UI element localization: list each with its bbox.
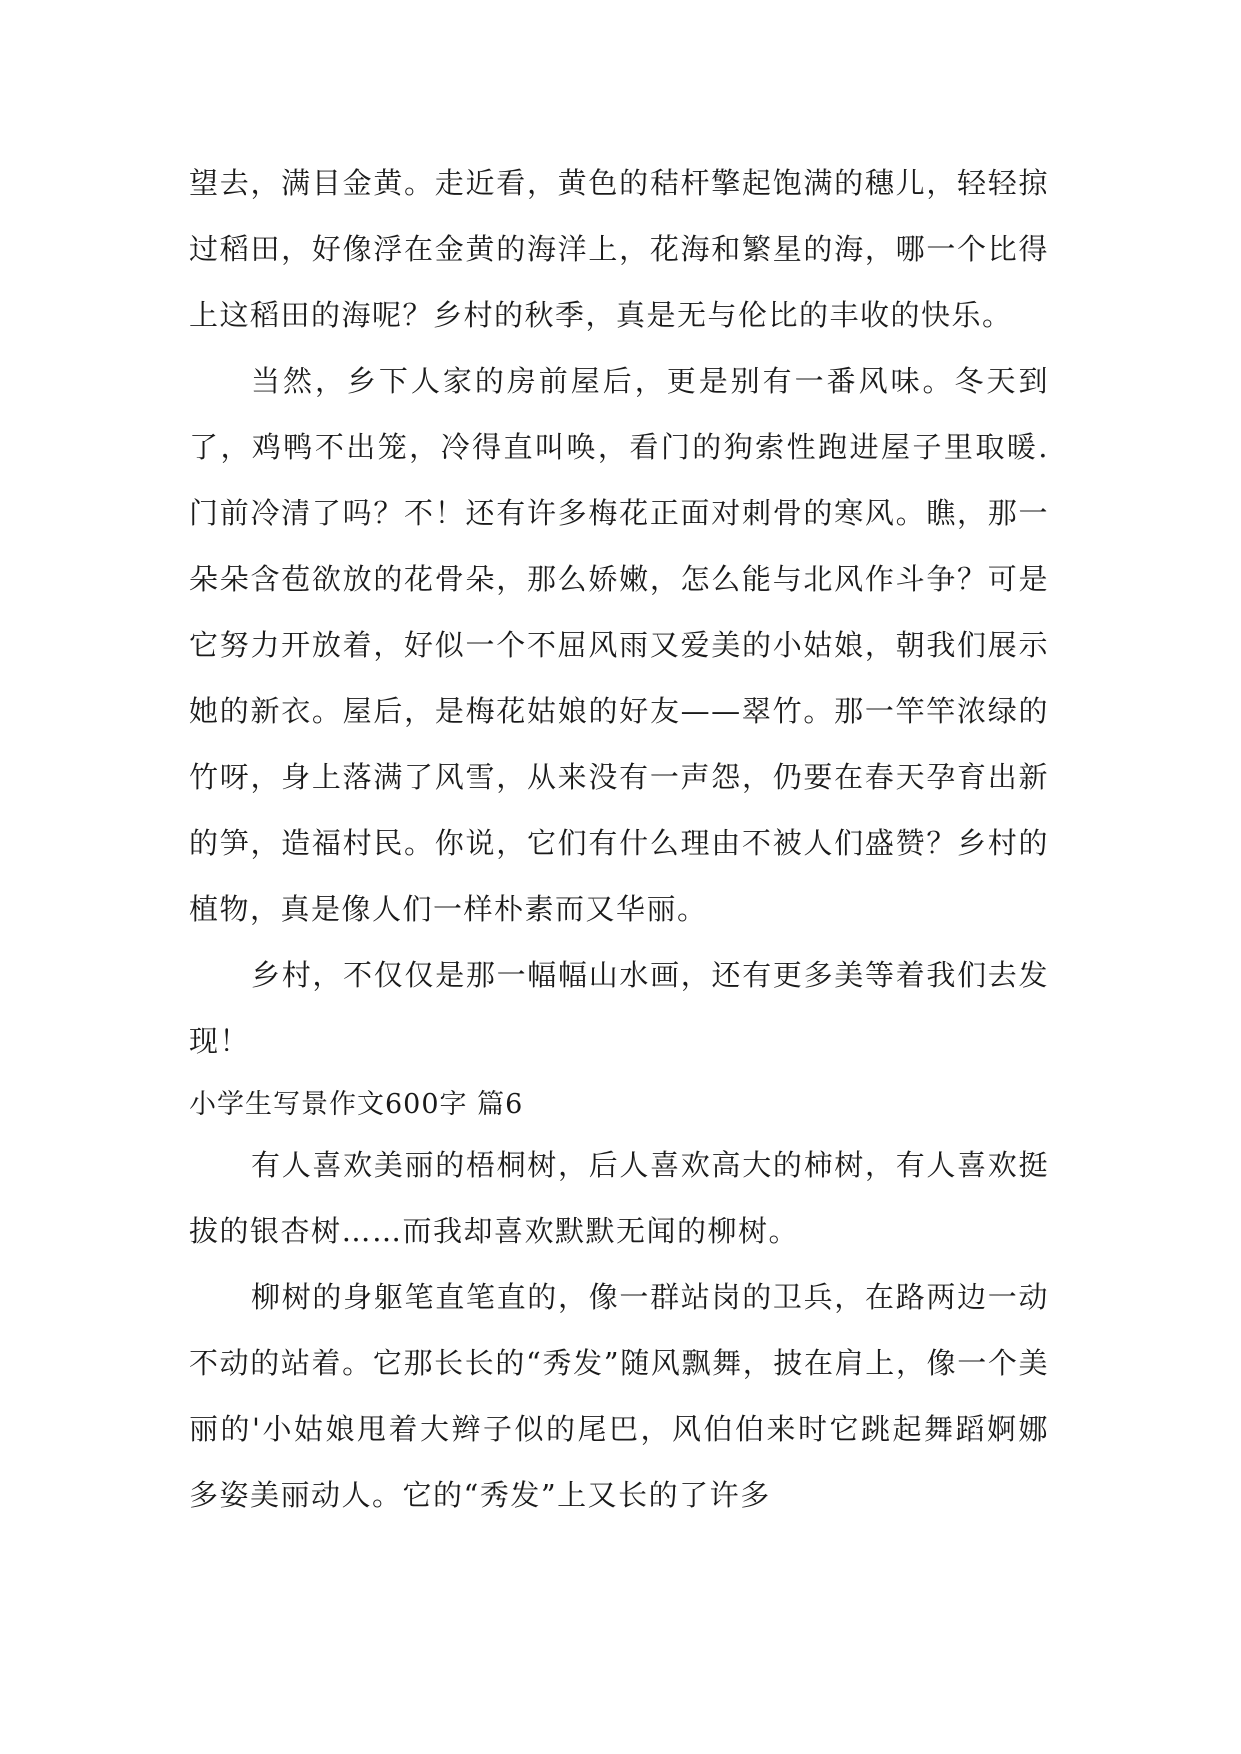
paragraph-autumn-harvest: 望去，满目金黄。走近看，黄色的秸杆擎起饱满的穗儿，轻轻掠过稻田，好像浮在金黄的海洋上，花海和繁星的海，哪一个比得上这稻田的海呢？乡村的秋季，真是无与伦比的丰收的快乐。 (189, 166, 1049, 332)
paragraph-willow-description: 柳树的身躯笔直笔直的，像一群站岗的卫兵，在路两边一动不动的站着。它那长长的“秀发”随风飘舞，披在肩上，像一个美丽的'小姑娘甩着大辫子似的尾巴，风伯伯来时它跳起舞蹈婀娜多姿美丽动人。它的“秀发”上又长的了许多 (189, 1280, 1049, 1512)
paragraph-willow-intro: 有人喜欢美丽的梧桐树，后人喜欢高大的柿树，有人喜欢挺拔的银杏树……而我却喜欢默默无闻的柳树。 (189, 1148, 1049, 1248)
paragraph-conclusion: 乡村，不仅仅是那一幅幅山水画，还有更多美等着我们去发现！ (189, 958, 1049, 1058)
essay-heading: 小学生写景作文600字 篇6 (189, 1089, 524, 1120)
essay-section-willow (189, 1132, 1049, 1528)
essay-section-continued (189, 150, 1049, 1074)
paragraph-winter-plants: 当然，乡下人家的房前屋后，更是别有一番风味。冬天到了，鸡鸭不出笼，冷得直叫唤，看门的狗索性跑进屋子里取暖.门前冷清了吗？不！还有许多梅花正面对刺骨的寒风。瞧，那一朵朵含苞欲放的花骨朵，那么娇嫩，怎么能与北风作斗争？可是它努力开放着，好似一个不屈风雨又爱美的小姑娘，朝我们展示她的新衣。屋后，是梅花姑娘的好友——翠竹。那一竿竿浓绿的竹呀，身上落满了风雪，从来没有一声怨，仍要在春天孕育出新的笋，造福村民。你说，它们有什么理由不被人们盛赞？乡村的植物，真是像人们一样朴素而又华丽。 (189, 364, 1049, 926)
